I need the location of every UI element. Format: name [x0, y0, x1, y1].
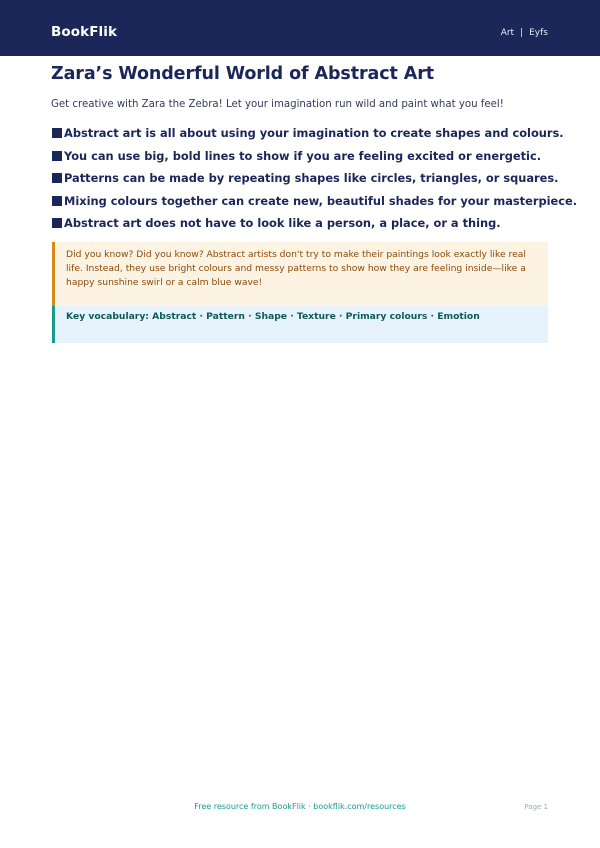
subject-tag[interactable]: Art [500, 28, 515, 38]
footer-resource-link[interactable]: Free resource from BookFlik · bookflik.com/resources [194, 802, 406, 811]
vocabulary-callout: Key vocabulary: Abstract · Pattern · Shape · Texture · Primary colours · Emotion [52, 306, 548, 343]
did-you-know-callout: Did you know? Did you know? Abstract artists don't try to make their paintings look exactly like real life. Instead, they use bright colours and messy patterns to show how they are feeling inside—like a happy sunshine swirl or a calm blue wave! [52, 242, 548, 306]
square-bullet-icon [52, 218, 62, 228]
square-bullet-icon [52, 151, 62, 161]
list-item-text: Mixing colours together can create new, beautiful shades for your masterpiece. [64, 193, 578, 208]
tag-separator: | [520, 28, 524, 38]
page-number: Page 1 [524, 803, 548, 811]
list-item-text: Patterns can be made by repeating shapes like circles, triangles, or squares. [64, 171, 559, 186]
list-item-text: Abstract art does not have to look like a person, a place, or a thing. [64, 216, 501, 231]
list-item [52, 122, 577, 145]
header-tags [501, 28, 548, 38]
list-item-text: Abstract art is all about using your imagination to create shapes and colours. [64, 126, 564, 141]
level-tag[interactable]: Eyfs [529, 28, 548, 38]
list-item [52, 190, 577, 213]
square-bullet-icon [52, 196, 62, 206]
square-bullet-icon [52, 173, 62, 183]
square-bullet-icon [52, 128, 62, 138]
list-item [52, 167, 577, 190]
list-item [52, 212, 577, 235]
brand-logo[interactable]: BookFlik [51, 24, 118, 40]
list-item-text: You can use big, bold lines to show if you are feeling excited or energetic. [64, 148, 542, 163]
intro-text: Get creative with Zara the Zebra! Let your imagination run wild and paint what you feel! [51, 99, 504, 110]
page-title: Zara’s Wonderful World of Abstract Art [51, 64, 434, 84]
key-points-list [52, 122, 577, 235]
list-item [52, 145, 577, 168]
header-bar [0, 0, 600, 56]
